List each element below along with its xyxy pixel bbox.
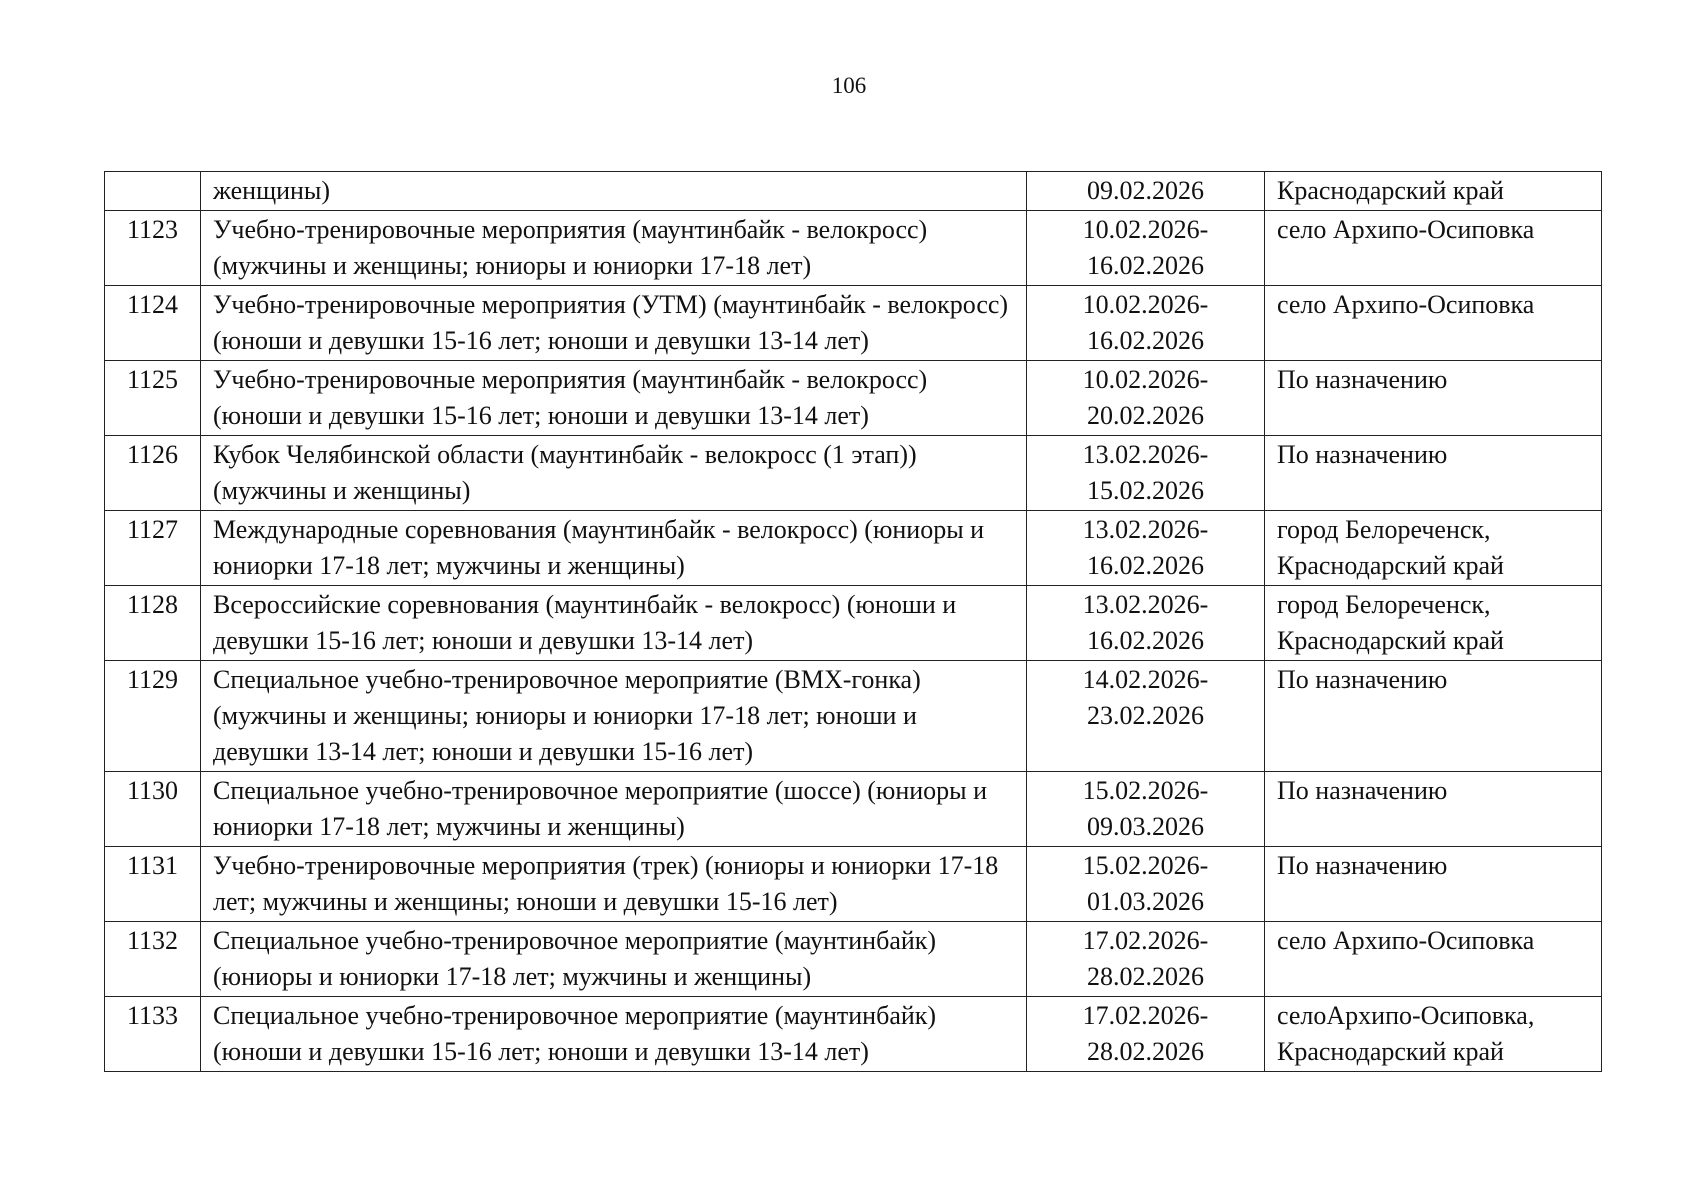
date-end: 16.02.2026 xyxy=(1087,251,1204,280)
date-end: 09.03.2026 xyxy=(1087,812,1204,841)
row-number: 1128 xyxy=(105,586,201,661)
event-dates xyxy=(1027,586,1265,661)
date-start: 13.02.2026- xyxy=(1082,590,1209,619)
event-place: По назначению xyxy=(1265,661,1602,772)
date-end: 20.02.2026 xyxy=(1087,401,1204,430)
table-row xyxy=(105,661,1602,772)
date-start: 10.02.2026- xyxy=(1082,290,1209,319)
page-number: 106 xyxy=(831,73,867,98)
row-number: 1127 xyxy=(105,511,201,586)
row-number: 1132 xyxy=(105,922,201,997)
date-start: 09.02.2026 xyxy=(1087,176,1204,205)
row-number: 1130 xyxy=(105,772,201,847)
event-dates xyxy=(1027,511,1265,586)
row-number: 1131 xyxy=(105,847,201,922)
date-start: 13.02.2026- xyxy=(1082,515,1209,544)
event-dates xyxy=(1027,922,1265,997)
date-start: 10.02.2026- xyxy=(1082,365,1209,394)
date-start: 17.02.2026- xyxy=(1082,1001,1209,1030)
table-row xyxy=(105,997,1602,1072)
row-number: 1129 xyxy=(105,661,201,772)
date-start: 10.02.2026- xyxy=(1082,215,1209,244)
event-name: Кубок Челябинской области (маунтинбайк - велокросс (1 этап)) (мужчины и женщины) xyxy=(201,436,1027,511)
event-name: Учебно-тренировочные мероприятия (трек) (юниоры и юниорки 17-18 лет; мужчины и женщины; юноши и девушки 15-16 лет) xyxy=(201,847,1027,922)
event-dates xyxy=(1027,661,1265,772)
event-dates xyxy=(1027,997,1265,1072)
event-place: По назначению xyxy=(1265,436,1602,511)
row-number: 1123 xyxy=(105,211,201,286)
table-row xyxy=(105,772,1602,847)
events-table xyxy=(104,171,1602,1072)
date-end: 16.02.2026 xyxy=(1087,626,1204,655)
row-number: 1133 xyxy=(105,997,201,1072)
event-place: По назначению xyxy=(1265,847,1602,922)
event-place: Краснодарский край xyxy=(1265,172,1602,211)
event-place: город Белореченск, Краснодарский край xyxy=(1265,586,1602,661)
event-name: Учебно-тренировочные мероприятия (маунтинбайк - велокросс) (мужчины и женщины; юниоры и юниорки 17-18 лет) xyxy=(201,211,1027,286)
date-end: 28.02.2026 xyxy=(1087,1037,1204,1066)
events-table-body xyxy=(105,172,1602,1072)
event-dates xyxy=(1027,286,1265,361)
event-name: Всероссийские соревнования (маунтинбайк - велокросс) (юноши и девушки 15-16 лет; юноши и девушки 13-14 лет) xyxy=(201,586,1027,661)
event-name: Международные соревнования (маунтинбайк - велокросс) (юниоры и юниорки 17-18 лет; мужчины и женщины) xyxy=(201,511,1027,586)
table-row xyxy=(105,361,1602,436)
date-start: 15.02.2026- xyxy=(1082,851,1209,880)
table-row xyxy=(105,172,1602,211)
event-name: женщины) xyxy=(201,172,1027,211)
date-end: 16.02.2026 xyxy=(1087,551,1204,580)
event-place: По назначению xyxy=(1265,361,1602,436)
event-place: селоАрхипо-Осиповка, Краснодарский край xyxy=(1265,997,1602,1072)
event-name: Специальное учебно-тренировочное мероприятие (маунтинбайк) (юниоры и юниорки 17-18 лет; мужчины и женщины) xyxy=(201,922,1027,997)
event-name: Специальное учебно-тренировочное мероприятие (BMX-гонка) (мужчины и женщины; юниоры и юниорки 17-18 лет; юноши и девушки 13-14 лет; юноши и девушки 15-16 лет) xyxy=(201,661,1027,772)
row-number: 1125 xyxy=(105,361,201,436)
event-dates xyxy=(1027,361,1265,436)
event-place: село Архипо-Осиповка xyxy=(1265,286,1602,361)
table-row xyxy=(105,922,1602,997)
table-row xyxy=(105,286,1602,361)
event-place: село Архипо-Осиповка xyxy=(1265,922,1602,997)
row-number: 1124 xyxy=(105,286,201,361)
event-name: Учебно-тренировочные мероприятия (УТМ) (маунтинбайк - велокросс) (юноши и девушки 15-16 лет; юноши и девушки 13-14 лет) xyxy=(201,286,1027,361)
event-dates xyxy=(1027,172,1265,211)
event-name: Учебно-тренировочные мероприятия (маунтинбайк - велокросс) (юноши и девушки 15-16 лет; юноши и девушки 13-14 лет) xyxy=(201,361,1027,436)
date-end: 16.02.2026 xyxy=(1087,326,1204,355)
event-name: Специальное учебно-тренировочное мероприятие (шоссе) (юниоры и юниорки 17-18 лет; мужчины и женщины) xyxy=(201,772,1027,847)
date-end: 15.02.2026 xyxy=(1087,476,1204,505)
date-end: 01.03.2026 xyxy=(1087,887,1204,916)
row-number: 1126 xyxy=(105,436,201,511)
event-dates xyxy=(1027,847,1265,922)
date-end: 28.02.2026 xyxy=(1087,962,1204,991)
event-name: Специальное учебно-тренировочное мероприятие (маунтинбайк) (юноши и девушки 15-16 лет; юноши и девушки 13-14 лет) xyxy=(201,997,1027,1072)
table-row xyxy=(105,211,1602,286)
date-start: 15.02.2026- xyxy=(1082,776,1209,805)
table-row xyxy=(105,847,1602,922)
row-number xyxy=(105,172,201,211)
date-start: 17.02.2026- xyxy=(1082,926,1209,955)
table-row xyxy=(105,586,1602,661)
event-dates xyxy=(1027,772,1265,847)
table-row xyxy=(105,436,1602,511)
event-dates xyxy=(1027,436,1265,511)
date-start: 14.02.2026- xyxy=(1082,665,1209,694)
date-start: 13.02.2026- xyxy=(1082,440,1209,469)
event-place: город Белореченск, Краснодарский край xyxy=(1265,511,1602,586)
event-place: село Архипо-Осиповка xyxy=(1265,211,1602,286)
date-end: 23.02.2026 xyxy=(1087,701,1204,730)
event-place: По назначению xyxy=(1265,772,1602,847)
table-row xyxy=(105,511,1602,586)
event-dates xyxy=(1027,211,1265,286)
